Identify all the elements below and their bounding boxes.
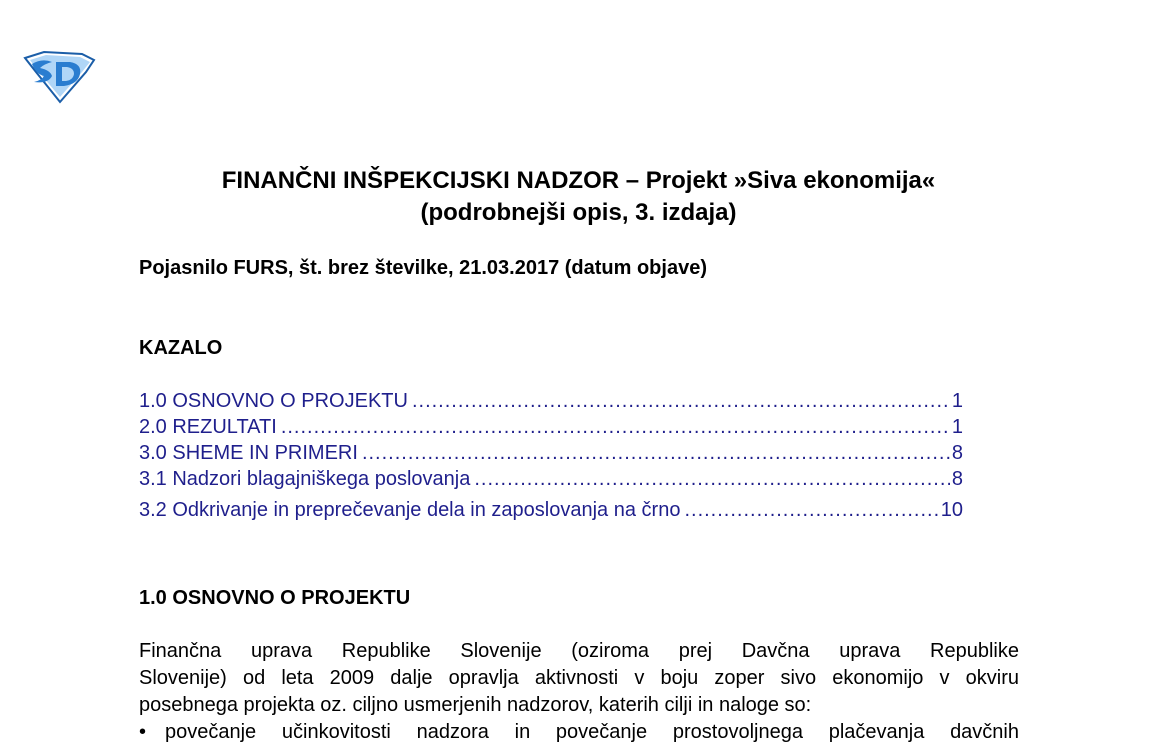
toc-entry-2[interactable] xyxy=(139,414,963,440)
toc-leader-dots xyxy=(281,414,950,440)
document-reference: Pojasnilo FURS, št. brez številke, 21.03.2017 (datum objave) xyxy=(139,257,707,279)
toc-leader-dots xyxy=(474,466,950,492)
table-of-contents xyxy=(139,388,963,523)
toc-leader-dots xyxy=(684,497,938,523)
logo xyxy=(22,50,96,104)
toc-entry-page: 1 xyxy=(951,390,963,412)
toc-entry-label: 3.2 Odkrivanje in preprečevanje dela in zaposlovanja na črno xyxy=(139,499,681,521)
toc-leader-dots xyxy=(412,388,950,414)
toc-heading: KAZALO xyxy=(139,337,223,359)
toc-entry-page: 1 xyxy=(951,416,963,438)
list-item xyxy=(139,719,1019,746)
list-item-text: povečanje učinkovitosti nadzora in povečanje prostovoljnega plačevanja davčnih xyxy=(165,721,1019,743)
toc-entry-4[interactable] xyxy=(139,466,963,492)
toc-entry-3[interactable] xyxy=(139,440,963,466)
document-title: FINANČNI INŠPEKCIJSKI NADZOR – Projekt »Siva ekonomija« xyxy=(221,167,936,194)
toc-entry-page: 10 xyxy=(940,499,963,521)
paragraph-line: Slovenije) od leta 2009 dalje opravlja aktivnosti v boju zoper sivo ekonomijo v okviru xyxy=(139,667,1019,689)
toc-entry-1[interactable] xyxy=(139,388,963,414)
paragraph-line: Finančna uprava Republike Slovenije (oziroma prej Davčna uprava Republike xyxy=(139,640,1019,662)
toc-leader-dots xyxy=(362,440,950,466)
toc-entry-5[interactable] xyxy=(139,497,963,523)
bullet-marker: • xyxy=(139,721,147,743)
toc-entry-label: 2.0 REZULTATI xyxy=(139,416,277,438)
document-title-edition: (podrobnejši opis, 3. izdaja) xyxy=(420,199,737,226)
section-paragraph xyxy=(139,638,1019,719)
toc-entry-label: 1.0 OSNOVNO O PROJEKTU xyxy=(139,390,408,412)
toc-entry-page: 8 xyxy=(951,442,963,464)
fu-logo-icon xyxy=(22,50,96,104)
toc-entry-label: 3.0 SHEME IN PRIMERI xyxy=(139,442,358,464)
toc-entry-label: 3.1 Nadzori blagajniškega poslovanja xyxy=(139,468,471,490)
toc-entry-page: 8 xyxy=(951,468,963,490)
paragraph-line: posebnega projekta oz. ciljno usmerjenih nadzorov, katerih cilji in naloge so: xyxy=(139,694,812,716)
section-heading: 1.0 OSNOVNO O PROJEKTU xyxy=(139,587,411,609)
